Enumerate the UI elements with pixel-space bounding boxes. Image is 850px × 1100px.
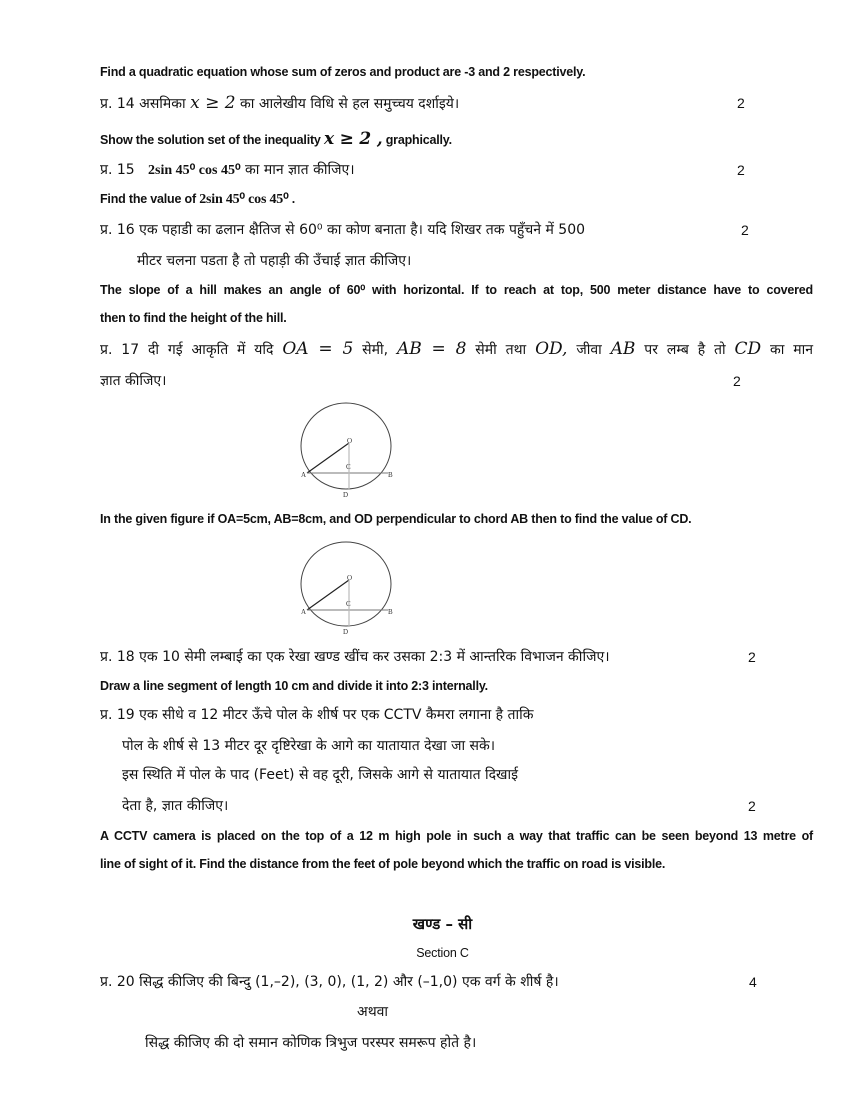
q14-english-math: x ≥ 2 ,	[323, 129, 383, 149]
q17-text-5: पर लम्ब है तो	[644, 342, 726, 358]
q14-english-suffix: graphically.	[385, 133, 452, 147]
label-c: C	[346, 600, 351, 608]
q15-hindi	[100, 161, 355, 180]
q19-hindi-line3: इस स्थिति में पोल के पाद (Feet) से वह दूरी, जिसके आगे से यातायात दिखाई	[122, 767, 519, 783]
q15-hindi-suffix: का मान ज्ञात कीजिए।	[245, 162, 355, 178]
q17-text-6: का मान	[770, 342, 814, 358]
q16-english-line2: then to find the height of the hill.	[100, 311, 287, 325]
q15-english-suffix: .	[291, 192, 296, 206]
label-o: O	[347, 437, 353, 445]
q14-hindi-suffix: का आलेखीय विधि से हल समुच्चय दर्शाइये।	[240, 96, 460, 112]
q19-english-line1: A CCTV camera is placed on the top of a 12 m high pole in such a way that traffic can be seen beyond 13 metre of	[100, 829, 813, 843]
section-title-english: Section C	[416, 946, 469, 960]
q14-math: x ≥ 2	[190, 93, 236, 113]
q15-english-math: 2sin 45⁰ cos 45⁰	[199, 192, 289, 207]
q17-math-cd: CD	[734, 339, 762, 359]
q17-math-od: OD,	[535, 339, 568, 359]
q20-or: अथवा	[357, 1004, 389, 1020]
label-o: O	[347, 574, 353, 582]
q17-math-oa: OA = 5	[282, 339, 354, 359]
q18-hindi: प्र. 18 एक 10 सेमी लम्बाई का एक रेखा खण्ड खींच कर उसका 2:3 में आन्तरिक विभाजन कीजिए।	[100, 649, 610, 665]
q15-english	[100, 190, 295, 209]
q17-hindi-line1	[100, 340, 813, 359]
section-title-hindi: खण्ड – सी	[412, 915, 473, 933]
q19-english-line2: line of sight of it. Find the distance from the feet of pole beyond which the traffic on road is visible.	[100, 857, 666, 871]
q17-math-chord: AB	[610, 339, 636, 359]
q18-marks: 2	[748, 649, 756, 665]
q18-english: Draw a line segment of length 10 cm and divide it into 2:3 internally.	[100, 679, 488, 693]
q17-marks: 2	[733, 373, 741, 389]
q20-hindi: प्र. 20 सिद्ध कीजिए की बिन्दु (1,–2), (3, 0), (1, 2) और (–1,0) एक वर्ग के शीर्ष है।	[100, 974, 559, 990]
circle-figure-2	[290, 536, 405, 638]
q19-marks: 2	[748, 798, 756, 814]
q15-hindi-prefix: प्र. 15	[100, 162, 135, 178]
q19-hindi-line2: पोल के शीर्ष से 13 मीटर दूर दृष्टिरेखा के आगे का यातायात देखा जा सके।	[122, 738, 496, 754]
q16-hindi-line2: मीटर चलना पडता है तो पहाड़ी की उँचाई ज्ञात कीजिए।	[137, 253, 412, 269]
q14-marks: 2	[737, 95, 745, 111]
label-a: A	[301, 608, 307, 616]
label-b: B	[388, 608, 393, 616]
q16-english-line1: The slope of a hill makes an angle of 60⁰ with horizontal. If to reach at top, 500 meter distance have to covered	[100, 283, 813, 297]
q17-english: In the given figure if OA=5cm, AB=8cm, and OD perpendicular to chord AB then to find the value of CD.	[100, 512, 692, 526]
q17-text-1: प्र. 17 दी गई आकृति में यदि	[100, 342, 274, 358]
q17-text-3: सेमी तथा	[475, 342, 527, 358]
label-d: D	[343, 491, 349, 499]
circle-figure-1	[290, 398, 405, 500]
q14-english-prefix: Show the solution set of the inequality	[100, 133, 321, 147]
q16-hindi-line1: प्र. 16 एक पहाडी का ढलान क्षैतिज से 60⁰ का कोण बनाता है। यदि शिखर तक पहुँचने में 500	[100, 222, 586, 238]
q15-math: 2sin 45⁰ cos 45⁰	[148, 163, 241, 178]
q15-english-prefix: Find the value of	[100, 192, 196, 206]
q17-math-ab: AB = 8	[396, 339, 467, 359]
q20-marks: 4	[749, 974, 757, 990]
q14-english	[100, 130, 452, 149]
q13-english: Find a quadratic equation whose sum of zeros and product are -3 and 2 respectively.	[100, 65, 586, 79]
q19-hindi-line4: देता है, ज्ञात कीजिए।	[122, 798, 229, 814]
q14-hindi-prefix: प्र. 14 असमिका	[100, 96, 186, 112]
q16-marks: 2	[741, 222, 749, 238]
label-b: B	[388, 471, 393, 479]
q17-text-2: सेमी,	[362, 342, 389, 358]
label-c: C	[346, 463, 351, 471]
q20-alternative: सिद्ध कीजिए की दो समान कोणिक त्रिभुज परस्पर समरूप होते है।	[145, 1035, 477, 1051]
label-d: D	[343, 628, 349, 636]
q17-hindi-line2: ज्ञात कीजिए।	[100, 373, 167, 389]
q19-hindi-line1: प्र. 19 एक सीधे व 12 मीटर ऊँचे पोल के शीर्ष पर एक CCTV कैमरा लगाना है ताकि	[100, 707, 534, 723]
q15-marks: 2	[737, 162, 745, 178]
q17-text-4: जीवा	[576, 342, 602, 358]
q14-hindi	[100, 94, 459, 113]
label-a: A	[301, 471, 307, 479]
